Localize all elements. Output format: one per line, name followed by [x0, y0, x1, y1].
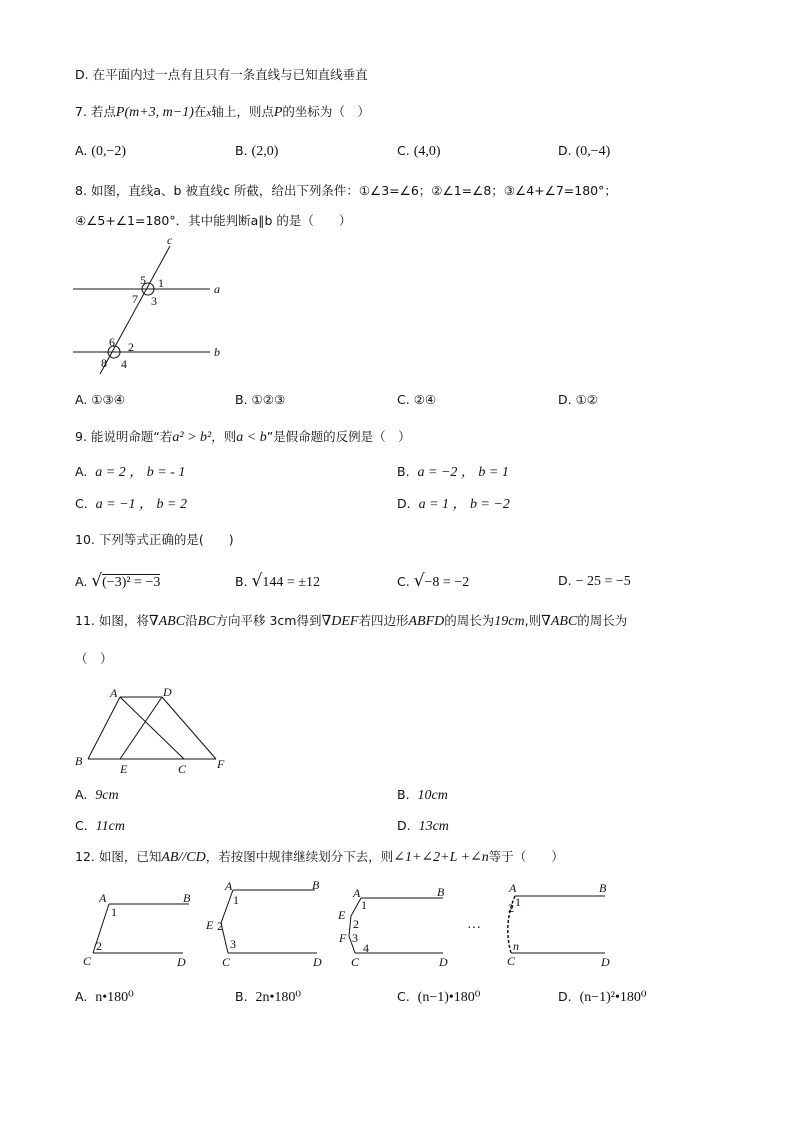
point-d: D: [601, 955, 610, 969]
q9-option-a[interactable]: [75, 463, 185, 482]
label-a: a: [214, 282, 220, 296]
q11-stem-a: 11. 如图，将: [75, 613, 149, 628]
option-label: C.: [75, 496, 88, 511]
q9-option-d[interactable]: [397, 495, 510, 514]
point-b: B: [312, 878, 320, 892]
option-value: ②④: [413, 392, 437, 407]
option-label: B.: [235, 392, 248, 407]
point-a: A: [110, 686, 118, 700]
point-b: B: [183, 891, 191, 905]
q8-stem-line1: 8. 如图，直线a、b 被直线c 所截，给出下列条件：①∠3=∠6；②∠1=∠8；③∠4+∠7=180°；: [75, 183, 617, 198]
q12-figure: [75, 878, 620, 968]
angle-3: 3: [352, 931, 358, 945]
q11-option-d[interactable]: [397, 817, 449, 836]
q8-stem-line2: ④∠5+∠1=180°．其中能判断a∥b 的是（ ）: [75, 213, 352, 228]
q9-option-c[interactable]: [75, 495, 187, 514]
q9-condition: a² > b²: [172, 430, 212, 445]
point-b: B: [75, 754, 83, 768]
option-value: (−3)² = −3: [102, 575, 161, 590]
q10-option-c[interactable]: [397, 572, 469, 592]
q7-option-d[interactable]: [558, 142, 610, 161]
sqrt-sign-icon: √: [251, 571, 263, 591]
point-c: C: [222, 955, 231, 969]
option-label: A.: [75, 392, 88, 407]
option-label: B.: [397, 464, 410, 479]
q7-point: P(m+3, m−1): [115, 105, 194, 120]
point-a: A: [225, 879, 233, 893]
angle-7: 7: [132, 292, 138, 306]
q10-option-d[interactable]: [558, 572, 631, 591]
q7-stem-a: 7. 若点: [75, 104, 116, 119]
q9-stem-a: 9. 能说明命题“若: [75, 429, 173, 444]
q11-stem-f: ,则: [524, 613, 542, 628]
option-label: B.: [235, 574, 248, 589]
q11-bc: BC: [197, 614, 216, 629]
option-value: n•180⁰: [95, 990, 134, 1005]
q7-stem-c: 轴上，则点: [211, 104, 274, 119]
q7-stem-b: 在: [193, 104, 207, 119]
option-value: (2,0): [251, 144, 279, 159]
q10-stem: 10. 下列等式正确的是( ): [75, 532, 234, 547]
point-f: F: [339, 931, 347, 945]
q7-option-b[interactable]: [235, 142, 278, 161]
q12-option-b[interactable]: [235, 988, 301, 1007]
option-value: ①②: [575, 392, 599, 407]
angle-8: 8: [101, 356, 107, 370]
q11-perimeter: 19cm: [494, 614, 525, 629]
q11-option-a[interactable]: [75, 786, 119, 805]
point-e: E: [120, 762, 128, 776]
option-value: 13cm: [418, 819, 449, 834]
q12-stem-b: ，若按图中规律继续划分下去，则: [205, 849, 394, 864]
point-a: A: [509, 881, 517, 895]
option-label: A.: [75, 143, 88, 158]
q8-figure: [70, 234, 240, 374]
angle-6: 6: [109, 335, 115, 349]
option-label: A.: [75, 574, 88, 589]
option-value: 10cm: [417, 788, 448, 803]
angle-2: 2: [217, 919, 223, 933]
angle-1: 1: [515, 895, 521, 909]
q11-triangle-abc-2: ∇ABC: [541, 614, 578, 629]
angle-4: 4: [121, 357, 127, 371]
point-f: F: [217, 757, 225, 771]
label-c: c: [167, 233, 173, 247]
option-label: B.: [235, 989, 248, 1004]
label-b: b: [214, 345, 220, 359]
angle-2: 2: [96, 939, 102, 953]
sqrt-sign-icon: √: [413, 571, 425, 591]
option-label: D.: [397, 818, 411, 833]
option-value: (0,−2): [91, 144, 127, 159]
point-a: A: [99, 891, 107, 905]
point-d: D: [439, 955, 448, 969]
q10-option-b[interactable]: [235, 572, 320, 592]
point-d: D: [163, 685, 172, 699]
q9-stem-b: ，则: [211, 429, 237, 444]
point-b: B: [437, 885, 445, 899]
segment-df: [162, 697, 216, 759]
point-d: D: [313, 955, 322, 969]
angle-2: 2: [508, 901, 514, 915]
q8-option-c[interactable]: [397, 391, 436, 409]
angle-3: 3: [230, 937, 236, 951]
point-c: C: [351, 955, 360, 969]
angle-2: 2: [353, 917, 359, 931]
point-d: D: [177, 955, 186, 969]
q9-stem-c: ”是假命题的反例是（ ）: [266, 429, 411, 444]
option-value: −8 = −2: [424, 575, 470, 590]
angle-1: 1: [233, 893, 239, 907]
option-label: C.: [397, 989, 410, 1004]
q11-stem-b: 沿: [185, 613, 198, 628]
option-value: (n−1)•180⁰: [417, 990, 481, 1005]
q6-option-d: D. 在平面内过一点有且只有一条直线与已知直线垂直: [75, 67, 368, 82]
q7-x: x: [206, 107, 212, 119]
option-value: 2n•180⁰: [255, 990, 302, 1005]
q12-parallel: AB//CD: [161, 850, 206, 865]
option-label: C.: [397, 392, 410, 407]
option-label: A.: [75, 464, 88, 479]
q7-p: P: [273, 105, 283, 120]
segment-ac: [120, 697, 184, 759]
q11-option-b[interactable]: [397, 786, 448, 805]
point-a: A: [353, 886, 361, 900]
angle-4: 4: [363, 941, 369, 955]
angle-3: 3: [151, 294, 157, 308]
q11-figure: [70, 684, 240, 776]
option-value: a = 1 ， b = −2: [418, 497, 510, 512]
option-value: 9cm: [95, 788, 119, 803]
q11-stem-line2: （ ）: [75, 651, 113, 666]
point-b: B: [599, 881, 607, 895]
point-c: C: [507, 954, 516, 968]
option-value: − 25 = −5: [575, 574, 631, 589]
option-value: (4,0): [413, 144, 441, 159]
angle-1: 1: [111, 905, 117, 919]
option-label: D.: [558, 989, 572, 1004]
q11-stem-e: 的周长为: [444, 613, 495, 628]
q7-stem: [75, 103, 370, 122]
angle-5: 5: [140, 273, 146, 287]
option-value: a = −1 ， b = 2: [95, 497, 187, 512]
q9-stem: [75, 428, 411, 447]
option-label: B.: [235, 143, 248, 158]
point-c: C: [83, 954, 92, 968]
line-c: [100, 246, 170, 374]
angle-2: 2: [128, 340, 134, 354]
q12-angle-sum: ∠1+∠2+L +∠n: [393, 850, 489, 865]
q12-fig-4: [507, 881, 610, 969]
option-label: C.: [397, 574, 410, 589]
q8-option-a[interactable]: [75, 391, 125, 409]
q12-fig-2: [205, 878, 322, 969]
segment-ab: [88, 697, 120, 759]
option-label: B.: [397, 787, 410, 802]
q11-abfd: ABFD: [408, 614, 445, 629]
option-value: a = 2 ， b = - 1: [95, 465, 186, 480]
angle-1: 1: [158, 276, 164, 290]
q12-stem: [75, 848, 564, 867]
q11-stem-c: 方向平移 3cm得到: [215, 613, 322, 628]
angle-1: 1: [361, 898, 367, 912]
q9-conclusion: a < b: [236, 430, 267, 445]
q12-stem-c: 等于（ ）: [488, 849, 564, 864]
point-e: E: [206, 918, 214, 932]
option-label: D.: [558, 392, 572, 407]
point-e: E: [338, 908, 346, 922]
q8-option-d[interactable]: [558, 391, 598, 409]
option-value: ①③④: [91, 392, 125, 407]
ellipsis: ···: [467, 921, 481, 936]
option-label: A.: [75, 787, 88, 802]
q7-option-c[interactable]: [397, 142, 441, 161]
option-value: (n−1)²•180⁰: [579, 990, 647, 1005]
q12-fig-1: [83, 891, 191, 969]
q11-option-c[interactable]: [75, 817, 125, 836]
q11-stem-d: 若四边形: [358, 613, 409, 628]
q11-triangle-def: ∇DEF: [321, 614, 359, 629]
option-value: (0,−4): [575, 144, 611, 159]
q9-option-b[interactable]: [397, 463, 509, 482]
q7-option-a[interactable]: [75, 142, 126, 161]
q12-option-d[interactable]: [558, 988, 647, 1007]
q12-option-c[interactable]: [397, 988, 480, 1007]
sqrt-sign-icon: √: [91, 571, 103, 591]
option-label: A.: [75, 989, 88, 1004]
option-value: 144 = ±12: [262, 575, 320, 590]
option-value: a = −2 ， b = 1: [417, 465, 509, 480]
q11-stem-line1: [75, 612, 627, 631]
q11-stem-g: 的周长为: [577, 613, 628, 628]
angle-n: n: [513, 939, 519, 953]
q12-fig-3: [337, 885, 448, 969]
point-c: C: [178, 762, 187, 776]
option-value: ①②③: [251, 392, 286, 407]
q10-option-a[interactable]: [75, 572, 160, 592]
option-label: C.: [75, 818, 88, 833]
option-label: C.: [397, 143, 410, 158]
q8-option-b[interactable]: [235, 391, 285, 409]
option-value: 11cm: [95, 819, 125, 834]
option-label: D.: [558, 143, 572, 158]
q12-stem-a: 12. 如图，已知: [75, 849, 162, 864]
q12-option-a[interactable]: [75, 988, 134, 1007]
segment-de: [120, 697, 162, 759]
option-label: D.: [397, 496, 411, 511]
option-label: D.: [558, 573, 572, 588]
q11-triangle-abc: ∇ABC: [148, 614, 186, 629]
q7-stem-d: 的坐标为（ ）: [282, 104, 370, 119]
